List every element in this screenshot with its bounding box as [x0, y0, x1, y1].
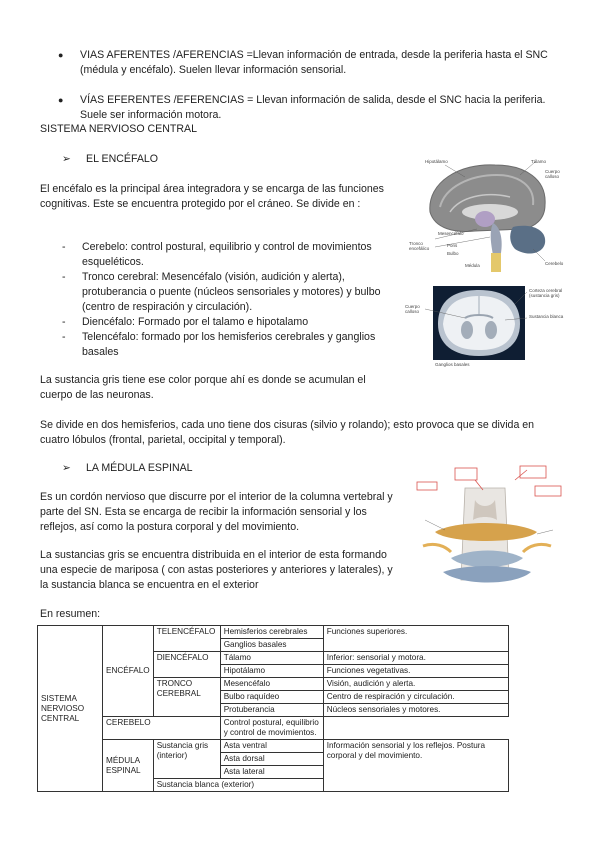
arrow-icon: ➢: [62, 462, 71, 474]
heading-medula-text: LA MÉDULA ESPINAL: [86, 462, 193, 474]
heading-medula: [62, 461, 193, 476]
cell-hipotalamo: Hipotálamo: [220, 665, 323, 678]
sustancia-gris-paragraph: La sustancia gris tiene ese color porque ahí es donde se acumulan el cuerpo de las neuronas.: [40, 374, 366, 401]
cell-telencefalo: TELENCÉFALO: [153, 626, 220, 652]
cell-bulbo: Bulbo raquídeo: [220, 691, 323, 704]
label-talamo: Tálamo: [531, 159, 547, 164]
section-title: SISTEMA NERVIOSO CENTRAL: [40, 123, 197, 135]
summary-label: En resumen:: [40, 608, 101, 620]
cell-mesencefalo-funcion: Visión, audición y alerta.: [323, 678, 508, 691]
cell-cerebelo: CEREBELO: [103, 717, 221, 740]
arrow-icon: ➢: [62, 153, 71, 165]
encefalo-list: [62, 240, 402, 360]
list-item-text: Tronco cerebral: Mesencéfalo (visión, audición y alerta), protuberancia o puente (núcleos sensoriales y motores) y bulbo (centro de respiración y circulación).: [82, 271, 381, 313]
cell-hipotalamo-funcion: Funciones vegetativas.: [323, 665, 508, 678]
cell-sustancia-gris: Sustancia gris (interior): [153, 740, 220, 779]
list-item-text: Cerebelo: control postural, equilibrio y control de movimientos esqueléticos.: [82, 241, 372, 268]
brain-sagittal-figure: [405, 157, 573, 272]
cell-tronco: TRONCO CEREBRAL: [153, 678, 220, 717]
label-bulbo: Bulbo: [447, 251, 459, 256]
cell-ganglios: Ganglios basales: [220, 639, 323, 652]
list-item: - Cerebelo: control postural, equilibrio y control de movimientos esqueléticos.: [62, 241, 372, 268]
label-cerebelo: Cerebelo: [545, 261, 564, 266]
hemisferios-paragraph: Se divide en dos hemisferios, cada uno tiene dos cisuras (silvio y rolando); esto provoca que se divida en cuatro lóbulos (frontal, parietal, occipital y temporal).: [40, 419, 535, 446]
label-corteza: Corteza cerebral (sustancia gris): [529, 288, 563, 298]
list-item: - Diencéfalo: Formado por el talamo e hipotalamo: [62, 316, 309, 328]
bullet-text: VÍAS EFERENTES /EFERENCIAS = Llevan información de salida, desde el SNC hacia la periferia. Suele ser información motora.: [80, 94, 546, 121]
label-ganglios: Ganglios basales: [435, 362, 470, 367]
cell-sustancia-blanca: Sustancia blanca (exterior): [153, 779, 323, 792]
cell-protuberancia: Protuberancia: [220, 704, 323, 717]
heading-encefalo-text: EL ENCÉFALO: [86, 153, 159, 165]
cell-medula: MÉDULA ESPINAL: [103, 740, 154, 792]
label-hipotalamo: Hipotálamo: [425, 159, 448, 164]
cell-sistema: SISTEMA NERVIOSO CENTRAL: [38, 626, 103, 792]
cell-diencefalo: DIENCÉFALO: [153, 652, 220, 678]
asta-dorsal: Asta dorsal: [221, 753, 323, 766]
label-tronco: Tronco encefálico: [409, 241, 430, 251]
bullet-dot: ●: [58, 50, 64, 60]
list-item-text: Diencéfalo: Formado por el talamo e hipotalamo: [82, 316, 309, 328]
cell-encefalo: ENCÉFALO: [103, 626, 154, 717]
cell-talamo-funcion: Inferior: sensorial y motora.: [323, 652, 508, 665]
label-medula: Médula: [465, 263, 480, 268]
cell-mesencefalo: Mesencéfalo: [220, 678, 323, 691]
encefalo-intro: El encéfalo es la principal área integradora y se encarga de las funciones cognitivas. Este se encuentra protegido por el cráneo. Se divide en :: [40, 183, 384, 210]
asta-lateral: Asta lateral: [223, 767, 265, 776]
list-item: - Tronco cerebral: Mesencéfalo (visión, audición y alerta), protuberancia o puente (núcleos sensoriales y motores) y bulbo (centro de respiración y circulación).: [62, 271, 381, 313]
bullet-dot: ●: [58, 95, 64, 105]
label-cuerpo-calloso: Cuerpo calloso: [545, 169, 560, 179]
cell-bulbo-funcion: Centro de respiración y circulación.: [323, 691, 508, 704]
brain-coronal-figure: [405, 284, 573, 369]
label-pons: Pons: [447, 243, 458, 248]
medula-paragraph-1: Es un cordón nervioso que discurre por el interior de la columna vertebral y parte del SN. Esta se encarga de recibir la información sensorial y los reflejos, así como la postura corporal y del movimiento.: [40, 491, 393, 533]
cell-medula-funcion: Información sensorial y los reflejos. Postura corporal y del movimiento.: [323, 740, 508, 792]
cell-funciones-superiores: Funciones superiores.: [323, 626, 508, 652]
summary-table: [37, 625, 509, 792]
label-cuerpo-calloso-coronal: Cuerpo calloso: [405, 304, 420, 314]
heading-encefalo: [62, 152, 158, 167]
cell-talamo: Tálamo: [220, 652, 323, 665]
cell-cerebelo-funcion: Control postural, equilibrio y control de movimientos.: [220, 717, 323, 740]
list-item-text: Telencéfalo: formado por los hemisferios cerebrales y ganglios basales: [82, 331, 376, 358]
spinal-cord-figure: [405, 460, 570, 600]
list-item: - Telencéfalo: formado por los hemisferios cerebrales y ganglios basales: [62, 331, 376, 358]
bullet-text: VIAS AFERENTES /AFERENCIAS =Llevan información de entrada, desde la periferia hasta el SNC (médula y encéfalo). Suelen llevar información sensorial.: [80, 49, 548, 76]
cell-astas: [220, 740, 323, 779]
medula-paragraph-2: La sustancias gris se encuentra distribuida en el interior de esta formando una especie de mariposa ( con astas posteriores y anteriores y laterales), y la sustancia blanca se encuentra en el exterior: [40, 549, 393, 591]
cell-hemisferios: Hemisferios cerebrales: [220, 626, 323, 639]
asta-ventral: Asta ventral: [221, 740, 323, 753]
label-mesencefalo: Mesencéfalo: [438, 231, 464, 236]
label-sustancia-blanca: Sustancia blanca: [529, 314, 564, 319]
spinal-cord-image: [405, 460, 570, 600]
cell-protuberancia-funcion: Núcleos sensoriales y motores.: [323, 704, 508, 717]
